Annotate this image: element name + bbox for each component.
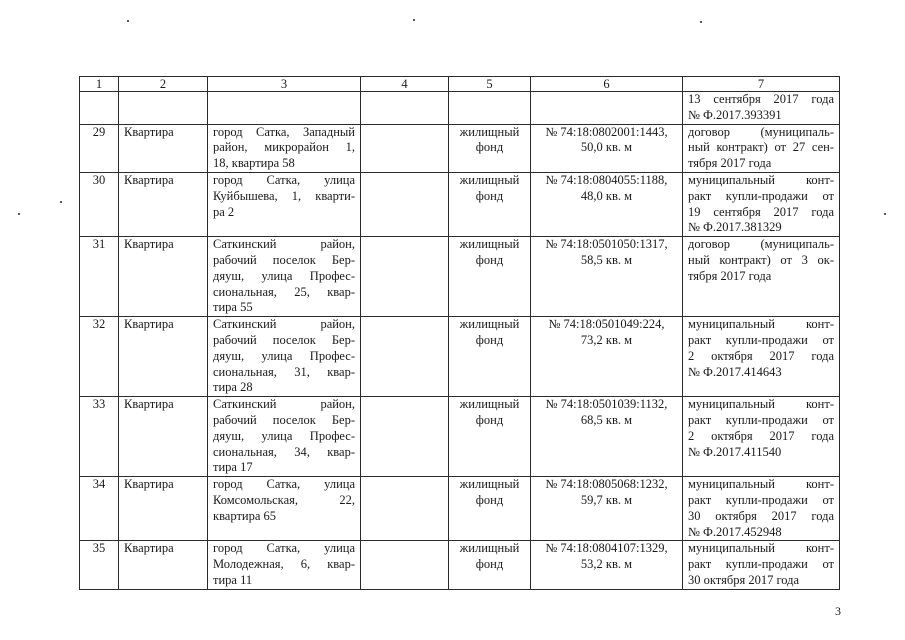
cadastre-cell	[531, 124, 683, 172]
purpose-cell: жилищный фонд	[449, 237, 531, 317]
table-row	[80, 237, 840, 317]
address-cell-line: сиональная, 31, квар-	[213, 364, 355, 379]
cadastre-cell	[531, 237, 683, 317]
basis-cell-line: договор (муниципаль-	[688, 124, 834, 139]
address-cell-line: 18, квартира 58	[213, 156, 295, 171]
address-cell-line: Комсомольская, 22,	[213, 492, 355, 507]
object-cell: Квартира	[119, 172, 208, 236]
empty-cell	[361, 541, 449, 589]
address-cell-line: город Сатка, улица	[213, 477, 355, 492]
address-cell-line: тира 55	[213, 300, 253, 315]
empty-cell	[361, 92, 449, 125]
address-cell-line: город Сатка, улица	[213, 541, 355, 556]
cadastre-cell-line: 68,5 кв. м	[580, 412, 633, 427]
basis-cell-line: муниципальный конт-	[688, 317, 834, 332]
address-cell-line: тира 17	[213, 460, 253, 475]
basis-cell	[683, 237, 840, 317]
basis-cell-line: 30 октября 2017 года	[688, 572, 800, 587]
table-row	[80, 317, 840, 397]
address-cell-line: Молодежная, 6, квар-	[213, 557, 355, 572]
address-cell-line: рабочий поселок Бер-	[213, 252, 355, 267]
basis-cell-line: № Ф.2017.414643	[688, 364, 782, 379]
column-number-3: 3	[208, 77, 361, 92]
table-row-continued	[80, 92, 840, 125]
table-row	[80, 397, 840, 477]
basis-cell-line: 13 сентября 2017 года	[688, 92, 834, 106]
cadastre-cell-line: № 74:18:0804107:1329,	[545, 541, 668, 556]
basis-cell-line: тября 2017 года	[688, 268, 772, 283]
basis-cell-line: муниципальный конт-	[688, 172, 834, 187]
empty-cell	[208, 92, 361, 125]
basis-cell-line: тября 2017 года	[688, 156, 772, 171]
scan-speck	[18, 213, 20, 215]
empty-cell	[361, 237, 449, 317]
empty-cell	[361, 172, 449, 236]
cadastre-cell-line: № 74:18:0804055:1188,	[545, 172, 668, 187]
column-number-6: 6	[531, 77, 683, 92]
basis-cell	[683, 541, 840, 589]
cadastre-cell-line: № 74:18:0501039:1132,	[545, 397, 668, 412]
object-cell: Квартира	[119, 124, 208, 172]
address-cell-line: сиональная, 34, квар-	[213, 444, 355, 459]
cadastre-cell-line: № 74:18:0802001:1443,	[545, 124, 668, 139]
empty-cell	[80, 92, 119, 125]
cadastre-cell	[531, 397, 683, 477]
purpose-cell: жилищный фонд	[449, 541, 531, 589]
empty-cell	[361, 397, 449, 477]
basis-cell-line: 2 октября 2017 года	[688, 428, 834, 443]
empty-cell	[361, 124, 449, 172]
address-cell-line: рабочий поселок Бер-	[213, 412, 355, 427]
address-cell-line: район, микрорайон 1,	[213, 140, 355, 155]
address-cell	[208, 317, 361, 397]
cadastre-cell	[531, 477, 683, 541]
address-cell-line: Саткинский район,	[213, 317, 355, 332]
table-row	[80, 172, 840, 236]
address-cell	[208, 237, 361, 317]
basis-cell	[683, 92, 840, 125]
cadastre-cell	[531, 317, 683, 397]
address-cell	[208, 477, 361, 541]
address-cell-line: дяуш, улица Профес-	[213, 348, 355, 363]
purpose-cell: жилищный фонд	[449, 172, 531, 236]
cadastre-cell-line: 53,2 кв. м	[580, 557, 633, 572]
basis-cell-line: 2 октября 2017 года	[688, 348, 834, 363]
column-number-row	[80, 77, 840, 92]
basis-cell-line: ракт купли-продажи от	[688, 492, 834, 507]
basis-cell	[683, 172, 840, 236]
row-number: 32	[80, 317, 119, 397]
address-cell-line: квартира 65	[213, 508, 277, 523]
cadastre-cell-line: 73,2 кв. м	[580, 332, 633, 347]
address-cell-line: тира 11	[213, 572, 253, 587]
basis-cell	[683, 397, 840, 477]
address-cell-line: Саткинский район,	[213, 397, 355, 412]
scan-speck	[884, 213, 886, 215]
empty-cell	[449, 92, 531, 125]
row-number: 33	[80, 397, 119, 477]
address-cell	[208, 172, 361, 236]
cadastre-cell-line: 50,0 кв. м	[580, 140, 633, 155]
scan-speck	[60, 201, 62, 203]
cadastre-cell-line: № 74:18:0501050:1317,	[545, 237, 668, 252]
address-cell-line: Саткинский район,	[213, 237, 355, 252]
cadastre-cell-line: 58,5 кв. м	[580, 252, 633, 267]
cadastre-cell	[531, 541, 683, 589]
cadastre-cell	[531, 172, 683, 236]
address-cell-line: рабочий поселок Бер-	[213, 332, 355, 347]
object-cell: Квартира	[119, 237, 208, 317]
basis-cell-line: 30 октября 2017 года	[688, 508, 834, 523]
purpose-cell: жилищный фонд	[449, 124, 531, 172]
scan-speck	[127, 20, 129, 22]
basis-cell-line: муниципальный конт-	[688, 541, 834, 556]
cadastre-cell-line: 48,0 кв. м	[580, 188, 633, 203]
column-number-4: 4	[361, 77, 449, 92]
address-cell-line: ра 2	[213, 204, 235, 219]
basis-cell-line: ракт купли-продажи от	[688, 557, 834, 572]
address-cell-line: тира 28	[213, 380, 253, 395]
purpose-cell: жилищный фонд	[449, 317, 531, 397]
empty-cell	[361, 477, 449, 541]
basis-cell-line: ный контракт) от 3 ок-	[688, 252, 834, 267]
cadastre-cell-line: № 74:18:0501049:224,	[548, 317, 665, 332]
basis-cell	[683, 317, 840, 397]
basis-cell-line: ный контракт) от 27 сен-	[688, 140, 834, 155]
address-cell-line: город Сатка, улица	[213, 172, 355, 187]
empty-cell	[361, 317, 449, 397]
basis-cell-line: муниципальный конт-	[688, 477, 834, 492]
address-cell	[208, 541, 361, 589]
page-number: 3	[835, 604, 841, 618]
address-cell	[208, 124, 361, 172]
basis-cell	[683, 477, 840, 541]
column-number-1: 1	[80, 77, 119, 92]
basis-cell	[683, 124, 840, 172]
basis-cell-line: 19 сентября 2017 года	[688, 204, 834, 219]
scan-speck	[700, 21, 702, 23]
object-cell: Квартира	[119, 541, 208, 589]
basis-cell-line: № Ф.2017.452948	[688, 524, 782, 539]
row-number: 31	[80, 237, 119, 317]
cadastre-cell-line: № 74:18:0805068:1232,	[545, 477, 668, 492]
column-number-2: 2	[119, 77, 208, 92]
empty-cell	[119, 92, 208, 125]
address-cell-line: город Сатка, Западный	[213, 124, 355, 139]
column-number-5: 5	[449, 77, 531, 92]
empty-cell	[531, 92, 683, 125]
row-number: 30	[80, 172, 119, 236]
row-number: 34	[80, 477, 119, 541]
address-cell-line: дяуш, улица Профес-	[213, 268, 355, 283]
basis-cell-line: № Ф.2017.411540	[688, 444, 782, 459]
row-number: 29	[80, 124, 119, 172]
basis-cell-line: ракт купли-продажи от	[688, 332, 834, 347]
column-number-7: 7	[683, 77, 840, 92]
purpose-cell: жилищный фонд	[449, 397, 531, 477]
object-cell: Квартира	[119, 477, 208, 541]
table-row	[80, 541, 840, 589]
table-row	[80, 124, 840, 172]
property-register-table	[79, 76, 840, 590]
basis-cell-line: ракт купли-продажи от	[688, 188, 834, 203]
address-cell-line: дяуш, улица Профес-	[213, 428, 355, 443]
basis-cell-line: № Ф.2017.381329	[688, 220, 782, 235]
basis-cell-line: договор (муниципаль-	[688, 237, 834, 252]
purpose-cell: жилищный фонд	[449, 477, 531, 541]
address-cell-line: Куйбышева, 1, кварти-	[213, 188, 355, 203]
object-cell: Квартира	[119, 397, 208, 477]
scan-speck	[413, 19, 415, 21]
basis-cell-line: муниципальный конт-	[688, 397, 834, 412]
row-number: 35	[80, 541, 119, 589]
object-cell: Квартира	[119, 317, 208, 397]
address-cell-line: сиональная, 25, квар-	[213, 284, 355, 299]
cadastre-cell-line: 59,7 кв. м	[580, 492, 633, 507]
basis-cell-line: № Ф.2017.393391	[688, 107, 782, 122]
address-cell	[208, 397, 361, 477]
basis-cell-line: ракт купли-продажи от	[688, 412, 834, 427]
table-row	[80, 477, 840, 541]
